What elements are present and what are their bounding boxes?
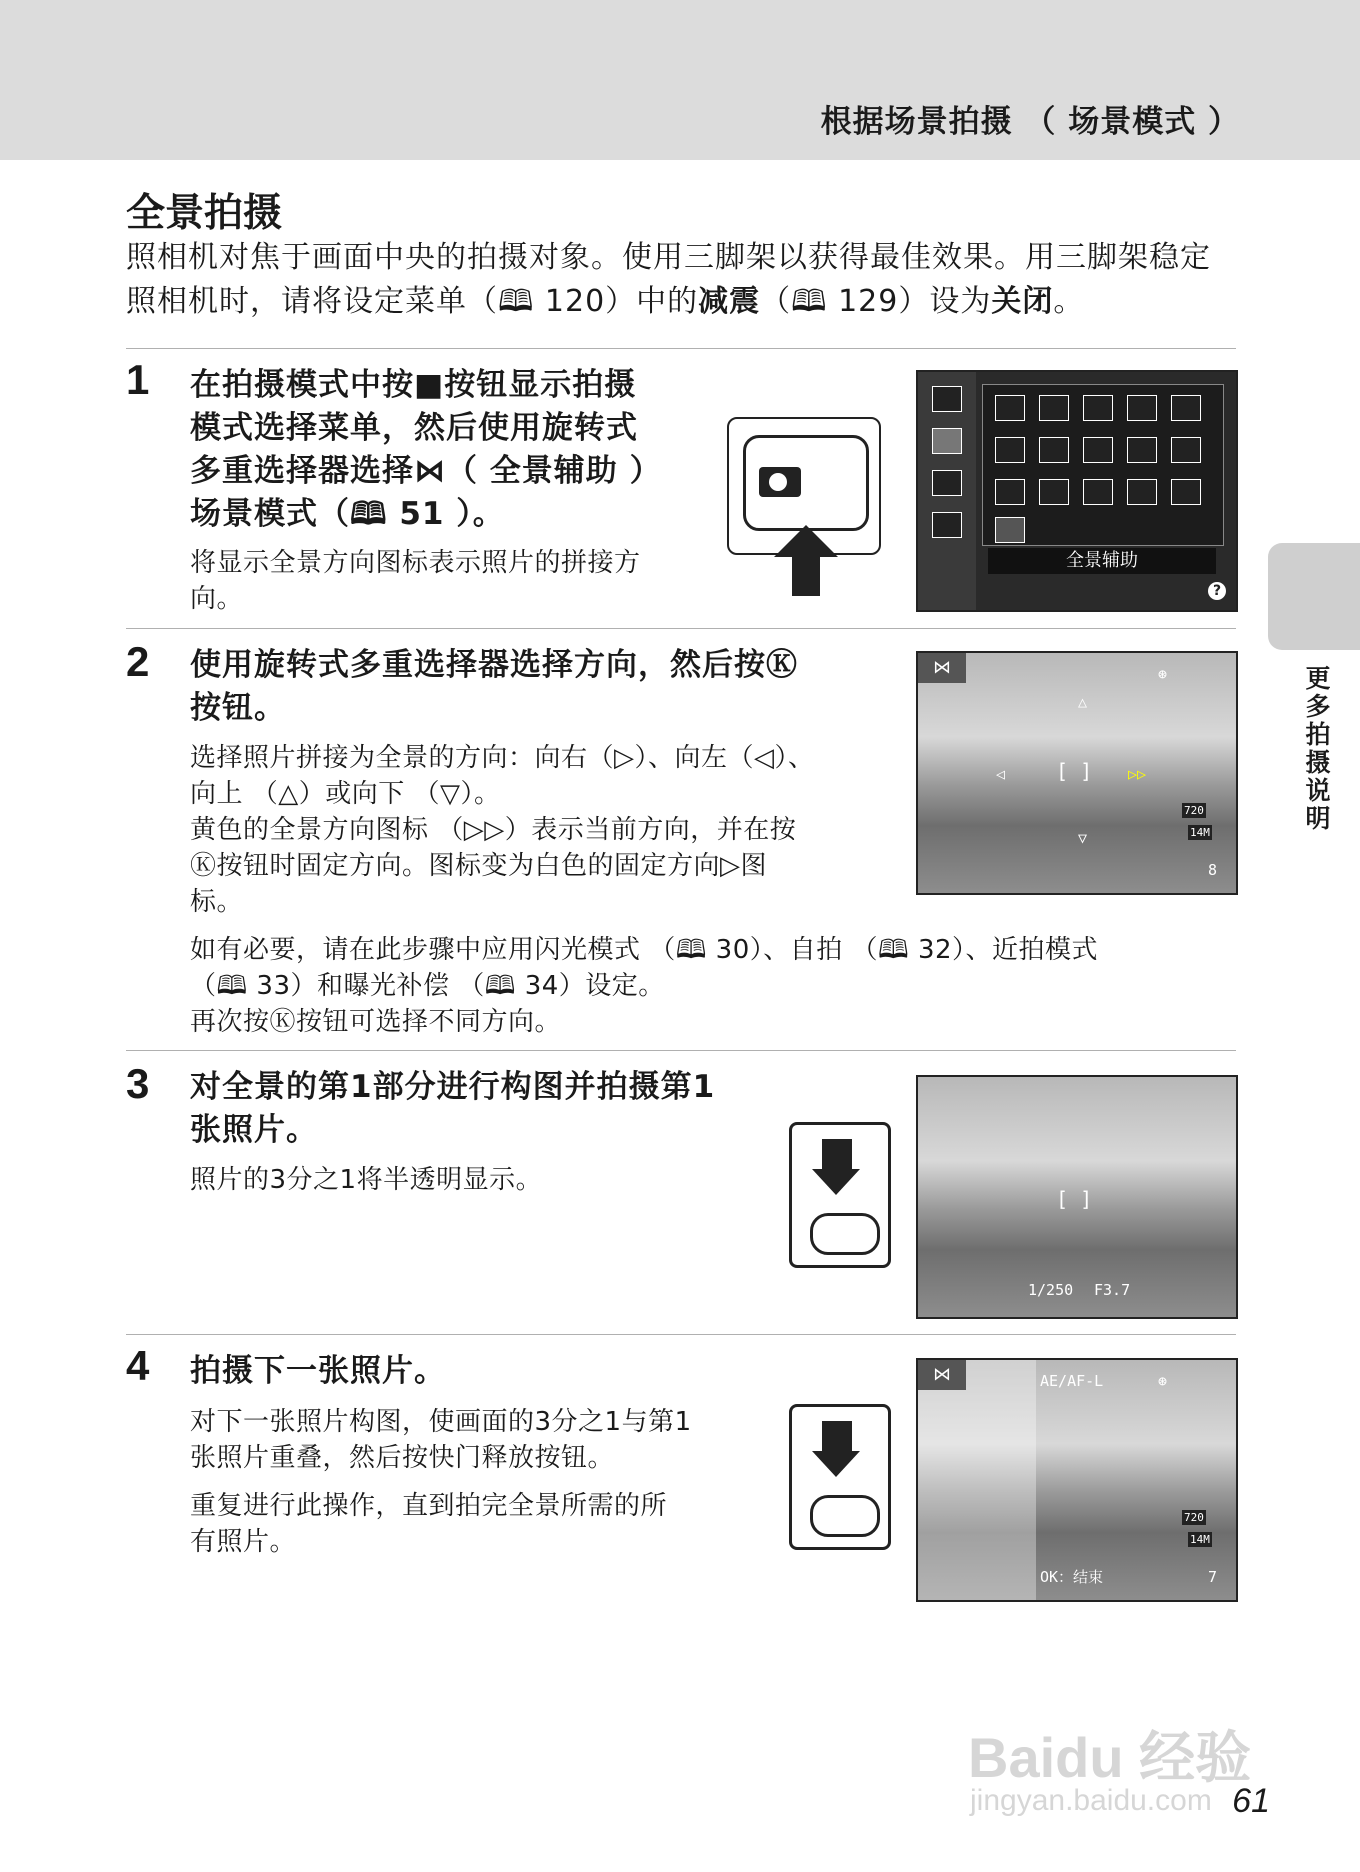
divider — [126, 628, 1236, 629]
step-body-line: 向上 （△）或向下 （▽）。 — [190, 779, 501, 809]
intro-text: 129）设为 — [827, 284, 992, 319]
step-title — [190, 1066, 790, 1152]
exposures-remaining: 8 — [1208, 861, 1218, 879]
section-title: 全景拍摄 — [126, 191, 283, 236]
step-body-line: 标。 — [190, 887, 244, 917]
intro-text: 。 — [1053, 284, 1085, 319]
up-arrow-icon — [774, 525, 838, 557]
book-icon: 🕮 — [791, 284, 828, 319]
scene-grid — [982, 384, 1224, 546]
step-body — [190, 740, 890, 920]
step-title-text: 在拍摄模式中按 — [190, 367, 414, 403]
side-tab — [1268, 543, 1360, 650]
scene-icon[interactable] — [1127, 437, 1157, 463]
shooting-mode-icon — [932, 386, 962, 412]
overlap-region — [918, 1360, 1036, 1600]
step-title — [190, 644, 890, 730]
step-body-line: 有照片。 — [190, 1527, 297, 1557]
step-extra — [190, 932, 1240, 1040]
step-title-text: 张照片。 — [190, 1112, 318, 1148]
book-icon: 🕮 — [350, 496, 388, 532]
step-body: 照片的3分之1将半透明显示。 — [190, 1165, 543, 1195]
page-number: 61 — [1232, 1782, 1270, 1820]
panorama-icon: ⋈ — [918, 1360, 966, 1390]
panorama-icon: ⋈ — [414, 453, 446, 489]
scene-icon[interactable] — [995, 395, 1025, 421]
header-title: 根据场景拍摄 （ 场景模式 ） — [820, 104, 1240, 140]
watermark-logo: Baidu 经验 — [968, 1726, 1252, 1789]
extra-text: 按钮可选择不同方向。 — [296, 1007, 562, 1037]
help-icon: ? — [1208, 582, 1226, 600]
camera-icon: ■ — [414, 367, 445, 403]
step-title — [190, 364, 710, 536]
scene-icon[interactable] — [1083, 437, 1113, 463]
step-number: 3 — [126, 1060, 150, 1107]
panorama-assist-icon[interactable] — [995, 517, 1025, 543]
intro-text: 照相机对焦于画面中央的拍摄对象。使用三脚架以获得最佳效果。用三脚架稳定照相机时，请将设定菜单（ — [126, 240, 1211, 319]
up-arrow-stem — [792, 556, 820, 596]
step-title-text: 场景模式（ — [190, 496, 350, 532]
down-arrow-icon — [812, 1169, 860, 1195]
camera-lens — [769, 473, 787, 491]
scene-icon[interactable] — [1171, 479, 1201, 505]
step-body-line: 选择照片拼接为全景的方向：向右（▷）、向左（◁）、 — [190, 743, 815, 773]
finger-icon — [810, 1495, 880, 1537]
focus-brackets: [ ] — [1056, 1187, 1093, 1211]
extra-text: 32）、近拍模式 — [909, 935, 1099, 965]
scene-icon[interactable] — [1083, 479, 1113, 505]
step-body-line: 对下一张照片构图，使画面的3分之1与第1 — [190, 1407, 692, 1437]
lcd-direction-screenshot — [916, 651, 1238, 895]
step-title-text: 多重选择器选择 — [190, 453, 414, 489]
focus-brackets: [ ] — [1056, 759, 1093, 783]
scene-mode-icon — [932, 428, 962, 454]
extra-text: 30）、自拍 （ — [706, 935, 879, 965]
divider — [126, 1334, 1236, 1335]
image-size-indicator: 14M — [1190, 826, 1210, 839]
extra-text: 33）和曝光补偿 （ — [247, 971, 485, 1001]
image-mode-indicator: 720 — [1184, 804, 1204, 817]
intro-text: 120）中的 — [534, 284, 699, 319]
scene-icon[interactable] — [1083, 395, 1113, 421]
scene-icon[interactable] — [1039, 437, 1069, 463]
section-intro — [126, 236, 1236, 324]
step-body-line: 黄色的全景方向图标 （▷▷）表示当前方向，并在按 — [190, 815, 797, 845]
step-title: 拍摄下一张照片。 — [190, 1353, 446, 1389]
smile-mode-icon — [932, 470, 962, 496]
step-body — [190, 1404, 790, 1560]
step-number: 1 — [126, 356, 150, 403]
lcd-next-shot-screenshot — [916, 1358, 1238, 1602]
panorama-icon: ⋈ — [918, 653, 966, 683]
shutter-speed: 1/250 — [1028, 1281, 1074, 1299]
left-direction-icon: ◁ — [996, 765, 1006, 783]
scene-icon[interactable] — [995, 479, 1025, 505]
extra-text: 再次按 — [190, 1007, 270, 1037]
finger-icon — [810, 1213, 880, 1255]
divider — [126, 348, 1236, 349]
lcd-first-shot-screenshot — [916, 1075, 1238, 1319]
down-arrow-stem — [822, 1139, 852, 1173]
down-direction-icon: ▽ — [1078, 829, 1088, 847]
image-size-indicator: 14M — [1190, 1533, 1210, 1546]
step-body-line: 张照片重叠，然后按快门释放按钮。 — [190, 1443, 615, 1473]
ok-end-hint: OK：结束 — [1040, 1568, 1104, 1586]
side-tab-label: 更多拍摄说明 — [1302, 665, 1331, 833]
flash-icon: ⊛ — [1158, 1372, 1168, 1390]
scene-icon[interactable] — [1039, 479, 1069, 505]
down-arrow-icon — [812, 1451, 860, 1477]
aperture: F3.7 — [1094, 1281, 1131, 1299]
book-icon: 🕮 — [484, 971, 516, 1001]
step-title-text: 对全景的第1部分进行构图并拍摄第1 — [190, 1069, 716, 1105]
scene-icon[interactable] — [995, 437, 1025, 463]
intro-bold-vr: 减震 — [698, 284, 761, 319]
step-body-line: 按钮时固定方向。图标变为白色的固定方向▷图 — [216, 851, 768, 881]
up-direction-icon: △ — [1078, 693, 1088, 711]
step-title-text: 按钮显示拍摄 — [444, 367, 637, 403]
step-body — [190, 545, 710, 617]
step-title-text: 模式选择菜单，然后使用旋转式 — [190, 410, 638, 446]
step-title-text: （ 全景辅助 ） — [446, 453, 662, 489]
scene-icon[interactable] — [1127, 395, 1157, 421]
step-title-text: 使用旋转式多重选择器选择方向，然后按 — [190, 647, 766, 683]
scene-icon[interactable] — [1171, 437, 1201, 463]
shutter-press-illustration — [789, 1122, 891, 1268]
sports-mode-icon — [932, 512, 962, 538]
extra-text: 如有必要，请在此步骤中应用闪光模式 （ — [190, 935, 676, 965]
scene-icon[interactable] — [1127, 479, 1157, 505]
ae-af-lock-indicator: AE/AF-L — [1040, 1372, 1104, 1390]
flash-icon: ⊛ — [1158, 665, 1168, 683]
intro-text: （ — [760, 284, 792, 319]
step-title-text: 按钮。 — [190, 690, 286, 726]
exposures-remaining: 7 — [1208, 1568, 1218, 1586]
watermark-url: jingyan.baidu.com — [970, 1784, 1212, 1817]
ok-icon: Ⓚ — [766, 647, 798, 683]
intro-bold-off: 关闭 — [991, 284, 1054, 319]
step-body-line: 向。 — [190, 584, 244, 614]
book-icon: 🕮 — [878, 935, 910, 965]
ok-icon: Ⓚ — [269, 1007, 297, 1037]
step-body-line: 将显示全景方向图标表示照片的拼接方 — [190, 548, 641, 578]
shutter-press-illustration — [789, 1404, 891, 1550]
divider — [126, 1050, 1236, 1051]
book-icon: 🕮 — [498, 284, 535, 319]
menu-item-label: 全景辅助 — [988, 548, 1216, 574]
image-mode-indicator: 720 — [1184, 1511, 1204, 1524]
scene-icon[interactable] — [1171, 395, 1201, 421]
book-icon: 🕮 — [216, 971, 248, 1001]
extra-text: （ — [190, 971, 217, 1001]
scene-icon[interactable] — [1039, 395, 1069, 421]
step-body-line: 重复进行此操作，直到拍完全景所需的所 — [190, 1491, 668, 1521]
book-icon: 🕮 — [675, 935, 707, 965]
menu-screenshot — [916, 370, 1238, 612]
step-number: 4 — [126, 1342, 150, 1389]
right-direction-icon: ▷▷ — [1128, 765, 1147, 783]
down-arrow-stem — [822, 1421, 852, 1455]
extra-text: 34）设定。 — [515, 971, 665, 1001]
ok-icon: Ⓚ — [190, 851, 217, 881]
step-title-text: 51 ）。 — [387, 496, 505, 532]
step-number: 2 — [126, 638, 150, 685]
